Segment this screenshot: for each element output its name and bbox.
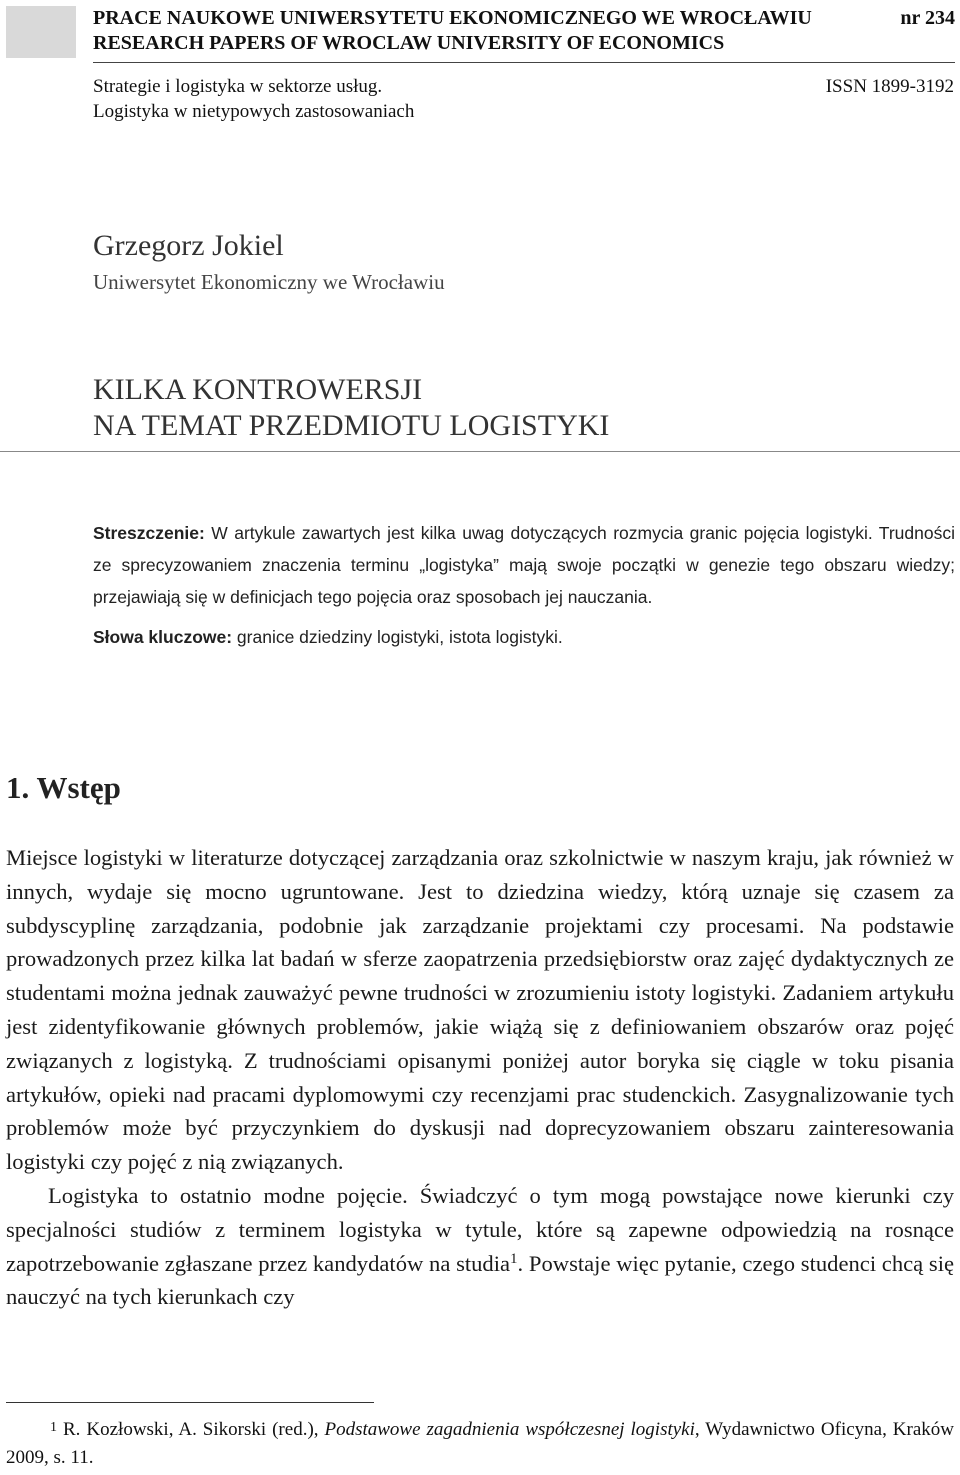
series-line-1: Strategie i logistyka w sektorze usług. — [93, 76, 383, 97]
journal-title-pl: PRACE NAUKOWE UNIWERSYTETU EKONOMICZNEGO WE WROCŁAWIU — [93, 7, 812, 29]
abstract — [93, 517, 955, 653]
footnote — [6, 1414, 954, 1472]
footnote-text-pre: R. Kozłowski, A. Sikorski (red.), — [63, 1419, 325, 1440]
abstract-body — [93, 517, 955, 613]
keywords-label: Słowa kluczowe: — [93, 627, 233, 647]
author-name: Grzegorz Jokiel — [93, 229, 284, 262]
author-affiliation: Uniwersytet Ekonomiczny we Wrocławiu — [93, 270, 445, 294]
abstract-label: Streszczenie: — [93, 523, 205, 543]
header-logo-box — [6, 6, 76, 58]
footnote-text-post: , Wydawnictwo Oficyna, Kraków 2009, s. 11. — [6, 1419, 954, 1468]
title-divider — [0, 451, 960, 452]
keywords-text: granice dziedziny logistyki, istota logistyki. — [232, 627, 563, 647]
abstract-text: W artykule zawartych jest kilka uwag dotyczących rozmycia granic pojęcia logistyki. Trudności ze sprecyzowaniem znaczenia terminu „logistyka” mają swoje początki w genezie tego obszaru wiedzy; przejawiają się w definicjach tego pojęcia oraz sposobach jej nauczania. — [93, 523, 955, 607]
section-heading: 1. Wstęp — [6, 770, 121, 805]
paragraph-2-text: Logistyka to ostatnio modne pojęcie. Świadczyć o tym mogą powstające nowe kierunki czy specjalności studiów z terminem logistyka w tytule, które są zapewne odpowiedzią na rosnące zapotrzebowanie zgłaszane przez kandydatów na studia — [6, 1182, 954, 1276]
footnote-divider — [6, 1402, 374, 1403]
section-body — [6, 841, 954, 1314]
series-line-2: Logistyka w nietypowych zastosowaniach — [93, 101, 415, 122]
series-title — [93, 74, 414, 124]
paragraph-2 — [6, 1179, 954, 1314]
footnote-ref[interactable]: 1 — [510, 1250, 518, 1267]
footnote-book-title: Podstawowe zagadnienia współczesnej logistyki — [324, 1419, 695, 1440]
paragraph-2-tail: . Powstaje więc pytanie, czego studenci chcą się nauczyć na tych kierunkach czy — [6, 1250, 954, 1310]
journal-title-en: RESEARCH PAPERS OF WROCLAW UNIVERSITY OF ECONOMICS — [93, 32, 725, 54]
journal-title — [93, 6, 955, 56]
paper-title-line-1: KILKA KONTROWERSJI — [93, 373, 423, 406]
paper-title-line-2: NA TEMAT PRZEDMIOTU LOGISTYKI — [93, 409, 610, 442]
issn: ISSN 1899-3192 — [825, 76, 954, 97]
journal-issue-number: nr 234 — [900, 7, 955, 29]
keywords — [93, 621, 955, 653]
footnote-number: 1 — [50, 1420, 57, 1435]
header-divider — [93, 62, 955, 63]
paper-title — [93, 372, 609, 444]
paragraph-1: Miejsce logistyki w literaturze dotyczącej zarządzania oraz szkolnictwie w naszym kraju, jak również w innych, wydaje się mocno ugruntowane. Jest to dziedzina wiedzy, którą uznaje się czasem za subdyscyplinę zarządzania, podobnie jak zarządzanie projektami czy procesami. Na podstawie prowadzonych przez kilka lat badań w sferze zaopatrzenia przedsiębiorstw oraz zajęć dydaktycznych ze studentami można jednak zauważyć pewne trudności w zrozumieniu istoty logistyki. Zadaniem artykułu jest zidentyfikowanie głównych problemów, jakie wiążą się z definiowaniem obszarów oraz pojęć związanych z logistyką. Z trudnościami opisanymi poniżej autor boryka się ciągle w toku pisania artykułów, opieki nad pracami dyplomowymi czy recenzjami prac studenckich. Zasygnalizowanie tych problemów może być przyczynkiem do dyskusji nad doprecyzowaniem obszaru zainteresowania logistyki czy pojęć z nią związanych. — [6, 845, 954, 1175]
